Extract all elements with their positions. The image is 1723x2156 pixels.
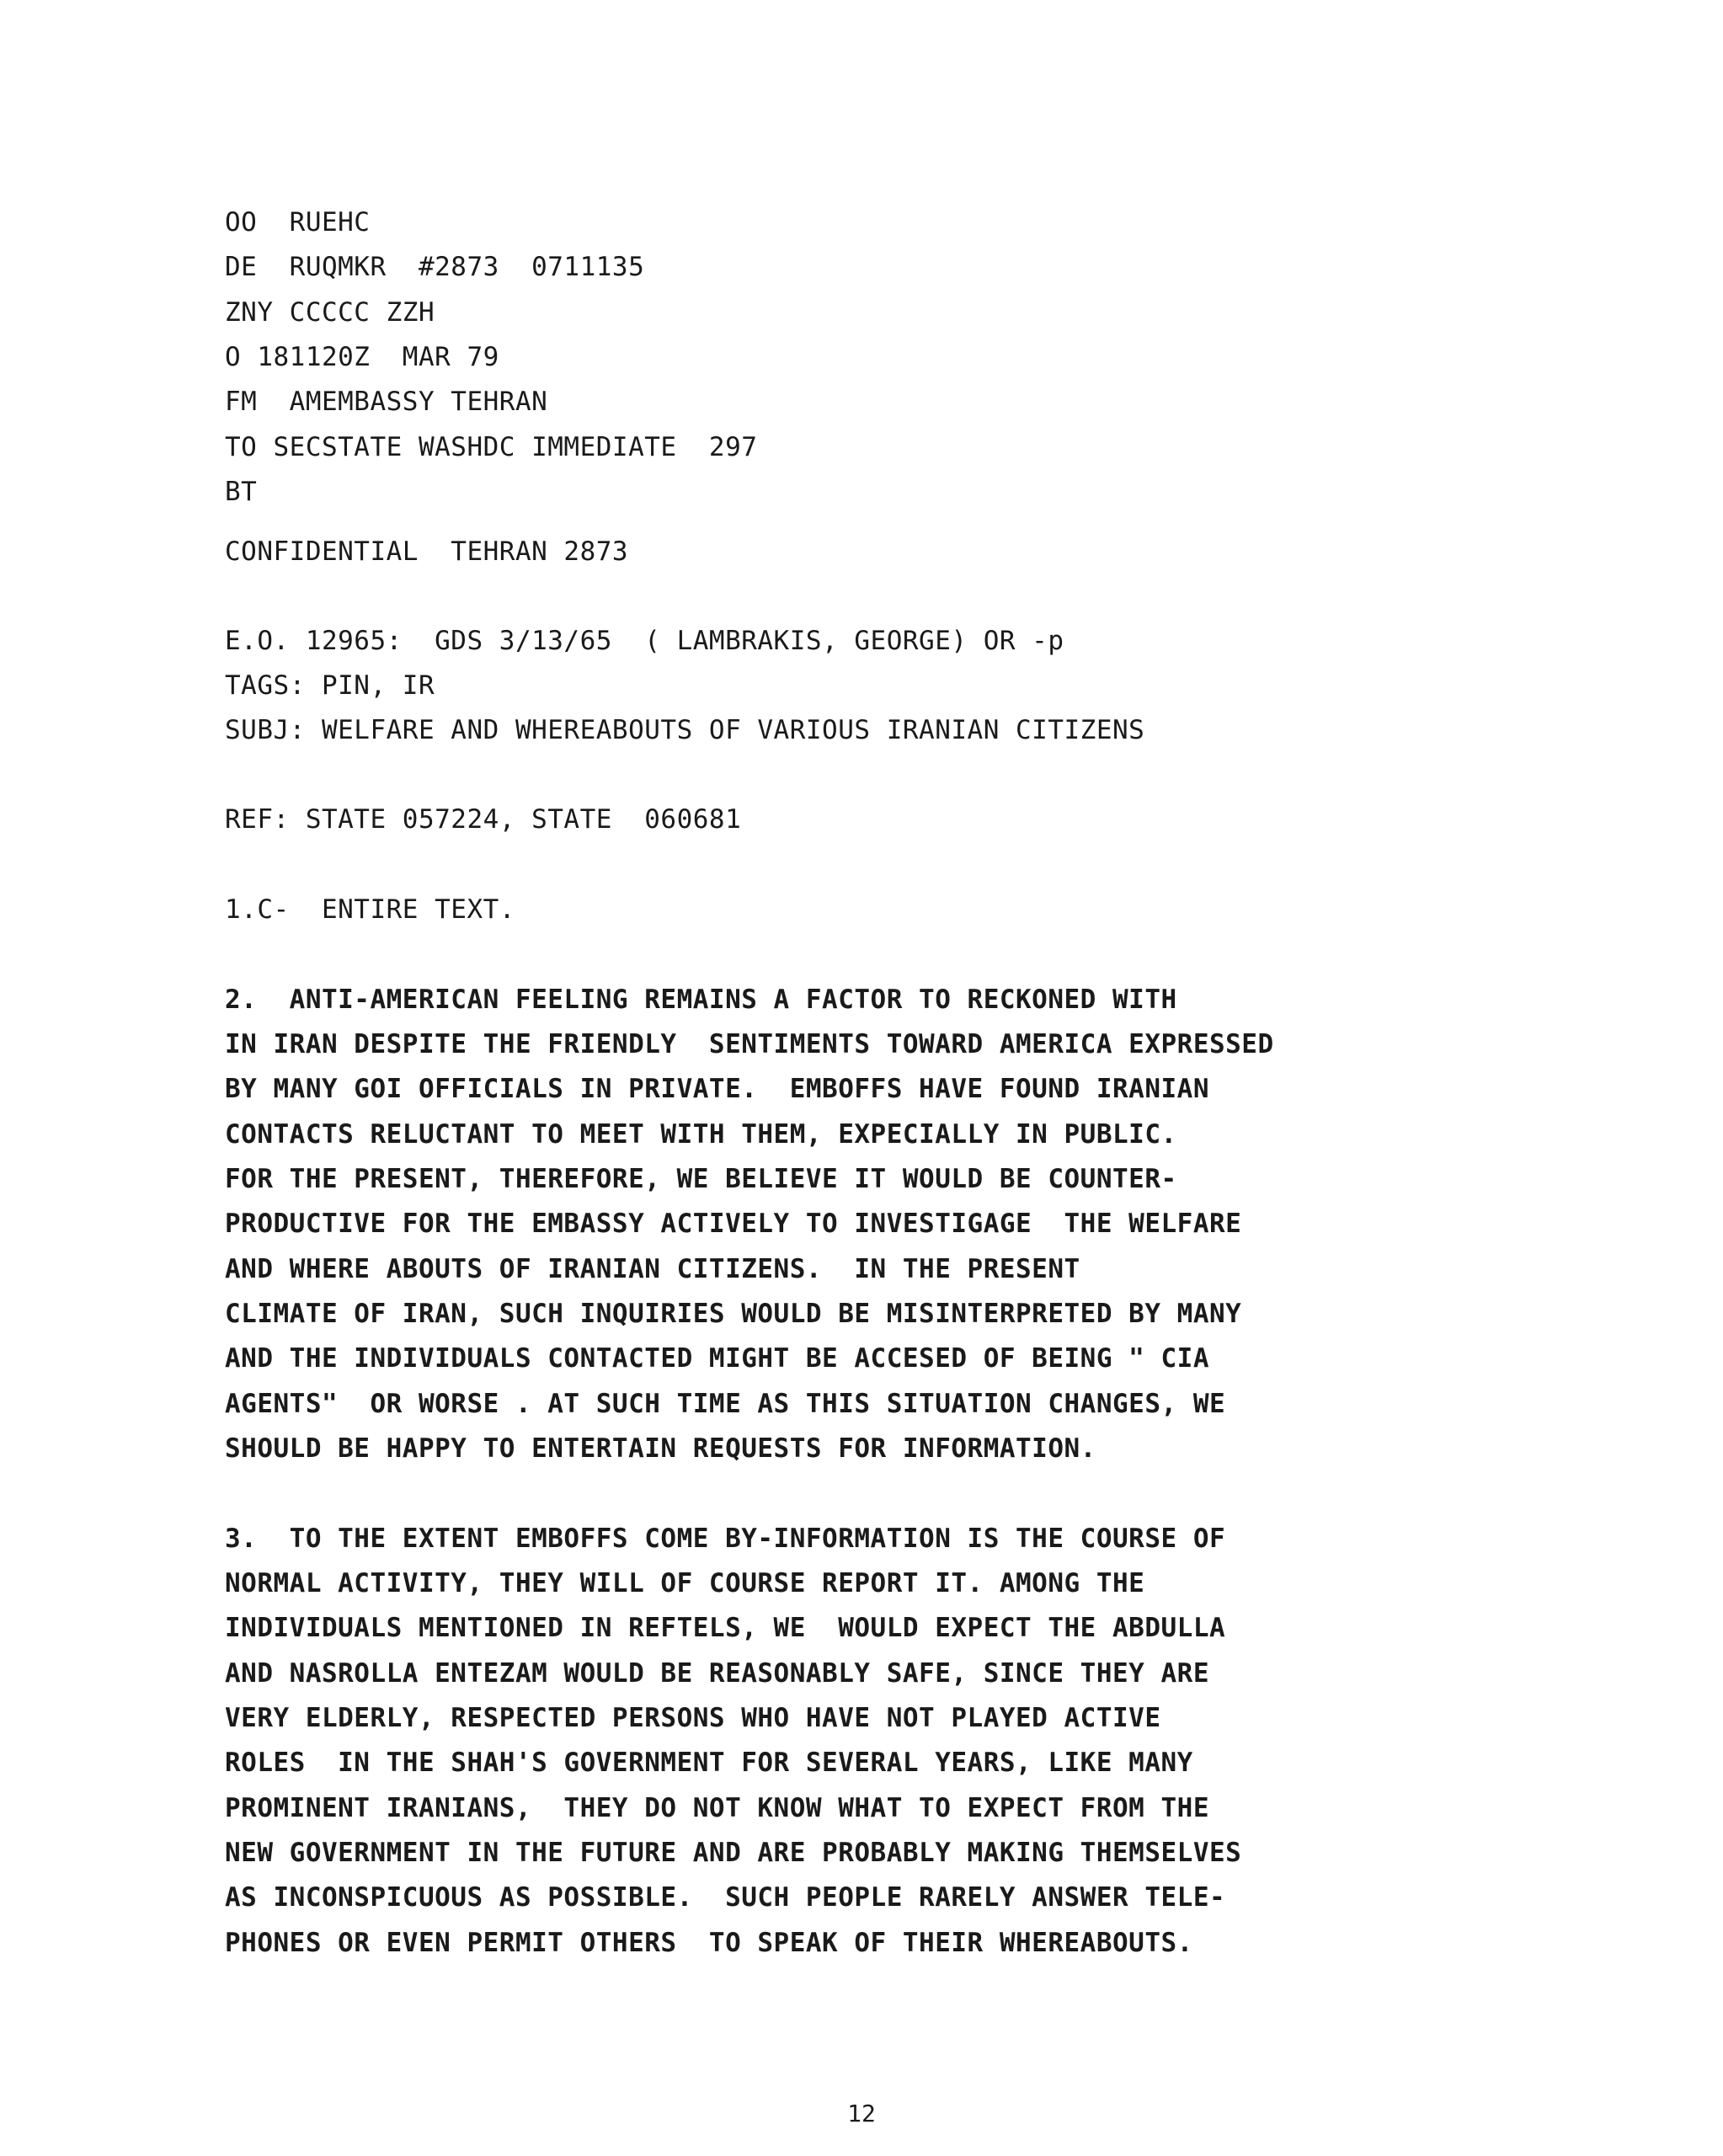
paragraph-line: AS INCONSPICUOUS AS POSSIBLE. SUCH PEOPLE RARELY ANSWER TELE- — [225, 1882, 1226, 1913]
header-line: BT — [225, 477, 258, 507]
header-line: ZNY CCCCC ZZH — [225, 297, 435, 328]
paragraph-line: AND WHERE ABOUTS OF IRANIAN CITIZENS. IN THE PRESENT — [225, 1254, 1080, 1284]
paragraph-line: PRODUCTIVE FOR THE EMBASSY ACTIVELY TO INVESTIGAGE THE WELFARE — [225, 1209, 1242, 1239]
paragraph-line: AND NASROLLA ENTEZAM WOULD BE REASONABLY SAFE, SINCE THEY ARE — [225, 1658, 1209, 1689]
tags-line: TAGS: PIN, IR — [225, 670, 435, 701]
page-number: 12 — [847, 2100, 876, 2127]
paragraph-line: AND THE INDIVIDUALS CONTACTED MIGHT BE ACCESED OF BEING " CIA — [225, 1343, 1209, 1374]
paragraph-1: 1.C- ENTIRE TEXT. — [225, 894, 515, 925]
paragraph-line: 2. ANTI-AMERICAN FEELING REMAINS A FACTOR TO RECKONED WITH — [225, 985, 1177, 1015]
paragraph-line: FOR THE PRESENT, THEREFORE, WE BELIEVE IT WOULD BE COUNTER- — [225, 1164, 1177, 1194]
paragraph-line: NORMAL ACTIVITY, THEY WILL OF COURSE REPORT IT. AMONG THE — [225, 1568, 1145, 1598]
classification-line: CONFIDENTIAL TEHRAN 2873 — [225, 536, 629, 567]
header-line: FM AMEMBASSY TEHRAN — [225, 387, 548, 417]
paragraph-line: VERY ELDERLY, RESPECTED PERSONS WHO HAVE NOT PLAYED ACTIVE — [225, 1703, 1161, 1733]
paragraph-line: ROLES IN THE SHAH'S GOVERNMENT FOR SEVERAL YEARS, LIKE MANY — [225, 1748, 1193, 1778]
paragraph-line: INDIVIDUALS MENTIONED IN REFTELS, WE WOULD EXPECT THE ABDULLA — [225, 1613, 1226, 1643]
paragraph-line: CONTACTS RELUCTANT TO MEET WITH THEM, EXPECIALLY IN PUBLIC. — [225, 1119, 1177, 1150]
header-line: O 181120Z MAR 79 — [225, 342, 499, 372]
paragraph-line: 3. TO THE EXTENT EMBOFFS COME BY-INFORMATION IS THE COURSE OF — [225, 1524, 1226, 1554]
paragraph-line: CLIMATE OF IRAN, SUCH INQUIRIES WOULD BE MISINTERPRETED BY MANY — [225, 1299, 1242, 1329]
paragraph-line: SHOULD BE HAPPY TO ENTERTAIN REQUESTS FOR INFORMATION. — [225, 1433, 1096, 1464]
paragraph-line: AGENTS" OR WORSE . AT SUCH TIME AS THIS SITUATION CHANGES, WE — [225, 1389, 1226, 1419]
header-line: OO RUEHC — [225, 207, 371, 237]
header-line: DE RUQMKR #2873 0711135 — [225, 252, 645, 282]
eo-line: E.O. 12965: GDS 3/13/65 ( LAMBRAKIS, GEORGE) OR -p — [225, 626, 1064, 656]
paragraph-line: PROMINENT IRANIANS, THEY DO NOT KNOW WHAT TO EXPECT FROM THE — [225, 1793, 1209, 1823]
paragraph-line: PHONES OR EVEN PERMIT OTHERS TO SPEAK OF THEIR WHEREABOUTS. — [225, 1928, 1193, 1958]
paragraph-line: IN IRAN DESPITE THE FRIENDLY SENTIMENTS TOWARD AMERICA EXPRESSED — [225, 1029, 1274, 1059]
paragraph-line: BY MANY GOI OFFICIALS IN PRIVATE. EMBOFFS HAVE FOUND IRANIAN — [225, 1074, 1209, 1104]
paragraph-line: NEW GOVERNMENT IN THE FUTURE AND ARE PROBABLY MAKING THEMSELVES — [225, 1838, 1242, 1868]
subject-line: SUBJ: WELFARE AND WHEREABOUTS OF VARIOUS IRANIAN CITIZENS — [225, 715, 1145, 745]
header-line: TO SECSTATE WASHDC IMMEDIATE 297 — [225, 432, 758, 462]
reference-line: REF: STATE 057224, STATE 060681 — [225, 804, 742, 835]
